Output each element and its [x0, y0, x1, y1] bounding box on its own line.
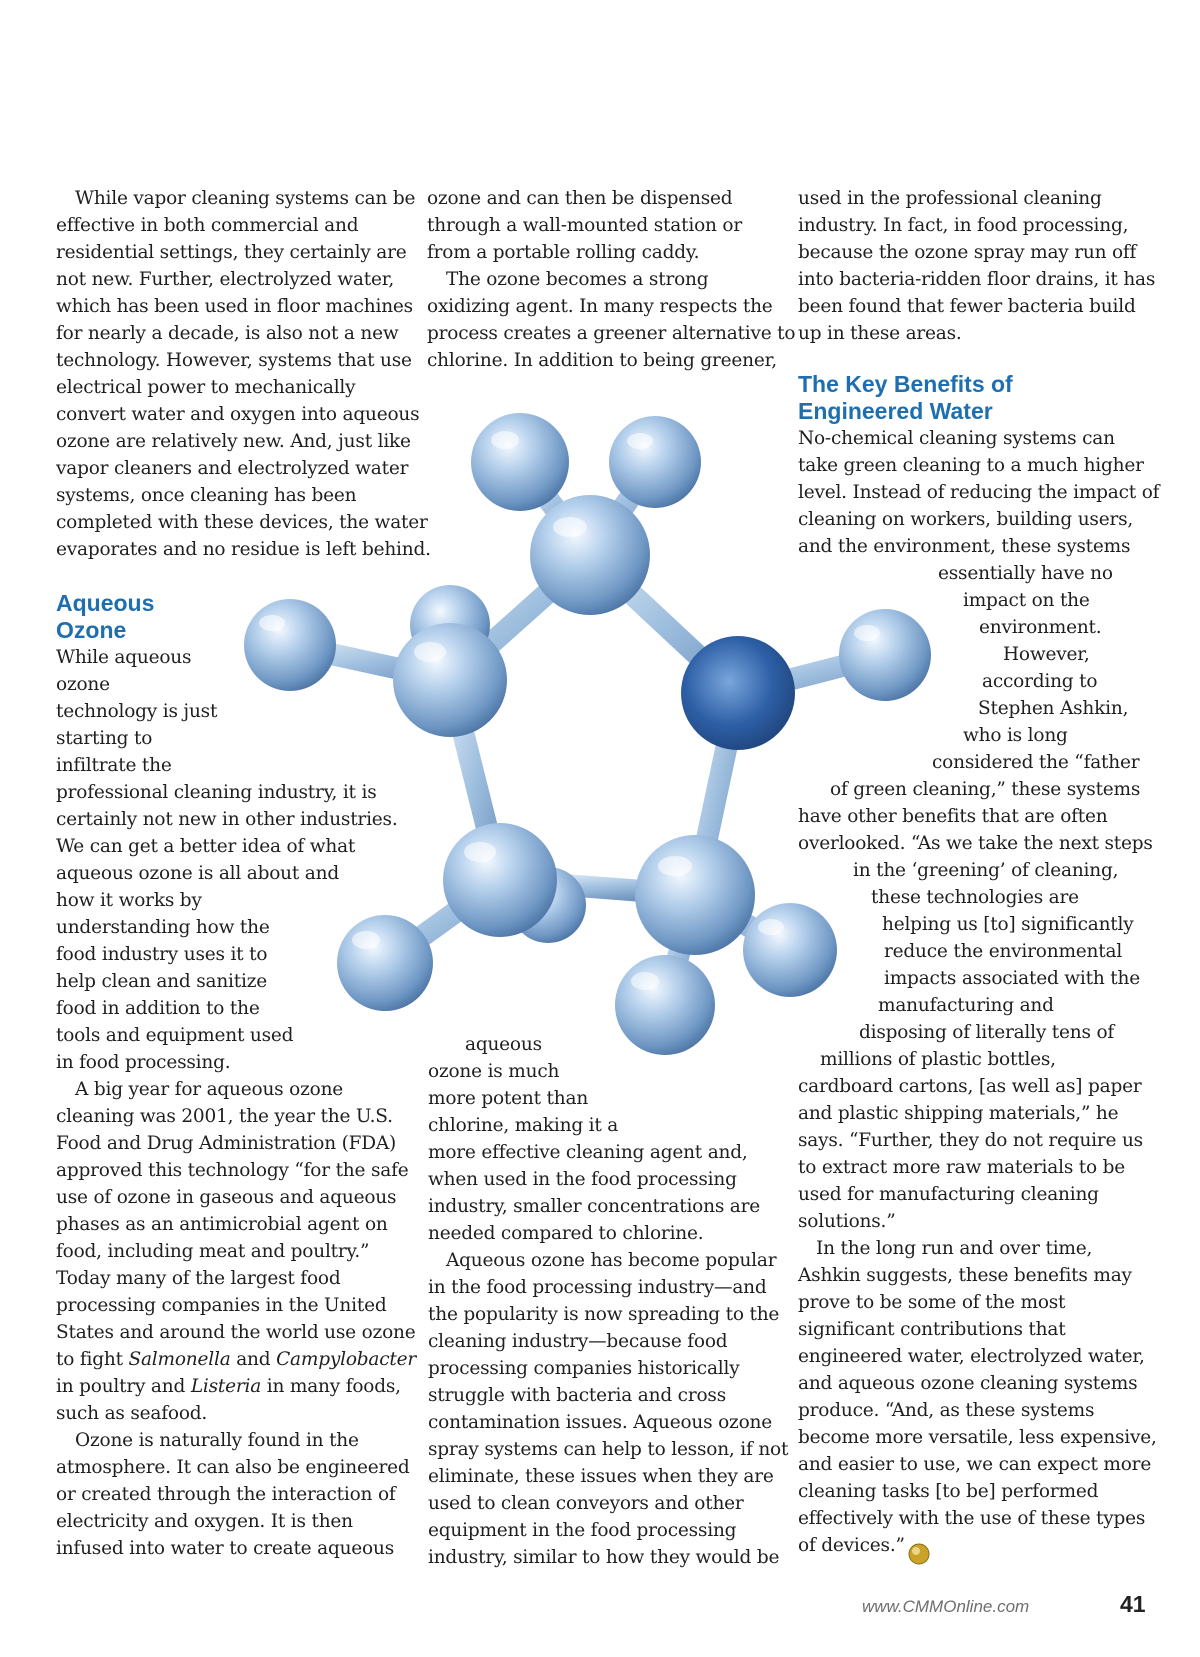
col1-line: effective in both commercial and [56, 215, 359, 236]
col1-line: understanding how the [56, 917, 270, 938]
col2-line: process creates a greener alternative to [427, 323, 796, 344]
col3-line: says. “Further, they do not require us [798, 1130, 1143, 1151]
col2-line: more effective cleaning agent and, [428, 1142, 748, 1163]
col3-line: cleaning tasks [to be] performed [798, 1481, 1099, 1502]
heading-aqueous-ozone-line-2: Ozone [56, 617, 127, 643]
col1-line: aqueous ozone is all about and [56, 863, 339, 884]
col1-line: phases as an antimicrobial agent on [56, 1214, 388, 1235]
col1-line: evaporates and no residue is left behind. [56, 539, 431, 560]
col1-line: how it works by [56, 890, 202, 911]
col1-line: such as seafood. [56, 1403, 208, 1424]
col2-line: used to clean conveyors and other [428, 1493, 744, 1514]
col1-line: Today many of the largest food [56, 1268, 341, 1289]
col2-line: oxidizing agent. In many respects the [427, 296, 773, 317]
col2-line: through a wall-mounted station or [427, 215, 742, 236]
col1-line: in food processing. [56, 1052, 231, 1073]
col2-line: struggle with bacteria and cross [428, 1385, 726, 1406]
col2-line: ozone is much [428, 1061, 560, 1082]
col1-line: processing companies in the United [56, 1295, 387, 1316]
col2-line: from a portable rolling caddy. [427, 242, 700, 263]
heading-aqueous-ozone-line-1: Aqueous [56, 590, 155, 616]
col1-line: We can get a better idea of what [56, 836, 356, 857]
col1-line: ozone are relatively new. And, just like [56, 431, 411, 452]
col3-line: significant contributions that [798, 1319, 1066, 1340]
col3-line: engineered water, electrolyzed water, [798, 1346, 1145, 1367]
col1-line: technology is just [56, 701, 218, 722]
col3-line: produce. “And, as these systems [798, 1400, 1095, 1421]
col1-line: or created through the interaction of [56, 1484, 396, 1505]
col1-line: to fight Salmonella and Campylobacter [56, 1349, 417, 1370]
col3-line: reduce the environmental [884, 941, 1123, 962]
col1-line: While aqueous [56, 647, 192, 668]
footer-url: www.CMMOnline.com [862, 1597, 1030, 1616]
col2-line: The ozone becomes a strong [446, 269, 709, 290]
col3-line: impact on the [963, 590, 1090, 611]
col1-line: help clean and sanitize [56, 971, 268, 992]
col1-line: electrical power to mechanically [56, 377, 356, 398]
col3-line: used for manufacturing cleaning [798, 1184, 1099, 1205]
col1-line: States and around the world use ozone [56, 1322, 416, 1343]
col1-line: infiltrate the [56, 755, 172, 776]
col3-line: according to [982, 671, 1098, 692]
col1-line: technology. However, systems that use [56, 350, 412, 371]
col2-line: Aqueous ozone has become popular [446, 1250, 777, 1271]
col3-line: and easier to use, we can expect more [798, 1454, 1152, 1475]
col3-line: and aqueous ozone cleaning systems [798, 1373, 1138, 1394]
col2-line: aqueous [465, 1034, 542, 1055]
col2-line: the popularity is now spreading to the [428, 1304, 780, 1325]
col1-line: vapor cleaners and electrolyzed water [56, 458, 409, 479]
col1-line: use of ozone in gaseous and aqueous [56, 1187, 397, 1208]
col1-line: starting to [56, 728, 153, 749]
col3-line: cleaning on workers, building users, [798, 509, 1134, 530]
col3-line: disposing of literally tens of [859, 1022, 1115, 1043]
col3-line: and the environment, these systems [798, 536, 1131, 557]
col3-line: solutions.” [798, 1211, 896, 1232]
col3-line: these technologies are [871, 887, 1079, 908]
col1-line: While vapor cleaning systems can be [75, 188, 416, 209]
col3-line: level. Instead of reducing the impact of [798, 482, 1160, 503]
col3-line: However, [1003, 644, 1090, 665]
col3-line: industry. In fact, in food processing, [798, 215, 1129, 236]
col1-line: for nearly a decade, is also not a new [56, 323, 399, 344]
heading-key-benefits-line-1: The Key Benefits of [798, 371, 1013, 397]
col2-line: eliminate, these issues when they are [428, 1466, 774, 1487]
col3-line: been found that fewer bacteria build [798, 296, 1136, 317]
col1-line: systems, once cleaning has been [56, 485, 357, 506]
col1-line: food, including meat and poultry.” [56, 1241, 370, 1262]
col3-line: In the long run and over time, [816, 1238, 1093, 1259]
col1-line: Ozone is naturally found in the [75, 1430, 359, 1451]
col3-line: essentially have no [938, 563, 1113, 584]
col2-line: needed compared to chlorine. [428, 1223, 704, 1244]
col3-line: to extract more raw materials to be [798, 1157, 1126, 1178]
col3-line: overlooked. “As we take the next steps [798, 833, 1153, 854]
col1-line: residential settings, they certainly are [56, 242, 407, 263]
col1-line: which has been used in floor machines [56, 296, 413, 317]
col3-line: have other benefits that are often [798, 806, 1108, 827]
heading-key-benefits-line-2: Engineered Water [798, 398, 993, 424]
col1-line: A big year for aqueous ozone [75, 1079, 344, 1100]
col1-line: not new. Further, electrolyzed water, [56, 269, 395, 290]
col1-line: ozone [56, 674, 110, 695]
col2-line: industry, smaller concentrations are [428, 1196, 761, 1217]
col1-line: atmosphere. It can also be engineered [56, 1457, 410, 1478]
col1-line: professional cleaning industry, it is [56, 782, 377, 803]
col3-line: take green cleaning to a much higher [798, 455, 1144, 476]
col1-line: certainly not new in other industries. [56, 809, 398, 830]
col1-line: tools and equipment used [56, 1025, 294, 1046]
col3-line: become more versatile, less expensive, [798, 1427, 1157, 1448]
col3-line: impacts associated with the [884, 968, 1140, 989]
col1-line: completed with these devices, the water [56, 512, 428, 533]
col1-line: electricity and oxygen. It is then [56, 1511, 353, 1532]
col2-line: more potent than [428, 1088, 589, 1109]
col2-line: chlorine, making it a [428, 1115, 619, 1136]
col1-line: food industry uses it to [56, 944, 268, 965]
col3-line: manufacturing and [878, 995, 1054, 1016]
col1-line: in poultry and Listeria in many foods, [56, 1376, 401, 1397]
col3-line: helping us [to] significantly [882, 914, 1134, 935]
col2-line: when used in the food processing [428, 1169, 737, 1190]
col2-line: chlorine. In addition to being greener, [427, 350, 777, 371]
col2-line: spray systems can help to lesson, if not [428, 1439, 789, 1460]
col2-line: ozone and can then be dispensed [427, 188, 733, 209]
col3-line: Stephen Ashkin, [978, 698, 1129, 719]
col3-line: environment. [979, 617, 1102, 638]
col3-line: millions of plastic bottles, [820, 1049, 1056, 1070]
col3-line: used in the professional cleaning [798, 188, 1102, 209]
col3-line: into bacteria-ridden floor drains, it has [798, 269, 1156, 290]
page-number: 41 [1120, 1591, 1146, 1617]
col2-line: contamination issues. Aqueous ozone [428, 1412, 772, 1433]
col3-line: of devices.” [798, 1535, 905, 1556]
col2-line: in the food processing industry—and [428, 1277, 767, 1298]
col3-line: cardboard cartons, [as well as] paper [798, 1076, 1142, 1097]
col3-line: of green cleaning,” these systems [830, 779, 1141, 800]
col1-line: approved this technology “for the safe [56, 1160, 409, 1181]
col3-line: and plastic shipping materials,” he [798, 1103, 1119, 1124]
end-of-article-icon [908, 1543, 930, 1565]
col1-line: cleaning was 2001, the year the U.S. [56, 1106, 393, 1127]
col1-line: infused into water to create aqueous [56, 1538, 394, 1559]
col3-line: in the ‘greening’ of cleaning, [853, 860, 1119, 881]
col3-line: up in these areas. [798, 323, 962, 344]
col3-line: effectively with the use of these types [798, 1508, 1146, 1529]
col3-line: Ashkin suggests, these benefits may [798, 1265, 1132, 1286]
col3-line: because the ozone spray may run off [798, 242, 1137, 263]
col1-line: Food and Drug Administration (FDA) [56, 1133, 397, 1154]
col3-line: who is long [963, 725, 1068, 746]
col2-line: equipment in the food processing [428, 1520, 737, 1541]
col2-line: cleaning industry—because food [428, 1331, 728, 1352]
col2-line: processing companies historically [428, 1358, 740, 1379]
col2-line: industry, similar to how they would be [428, 1547, 780, 1568]
col3-line: prove to be some of the most [798, 1292, 1066, 1313]
col1-line: food in addition to the [56, 998, 260, 1019]
col3-line: No-chemical cleaning systems can [798, 428, 1115, 449]
col3-line: considered the “father [932, 752, 1140, 773]
col1-line: convert water and oxygen into aqueous [56, 404, 420, 425]
